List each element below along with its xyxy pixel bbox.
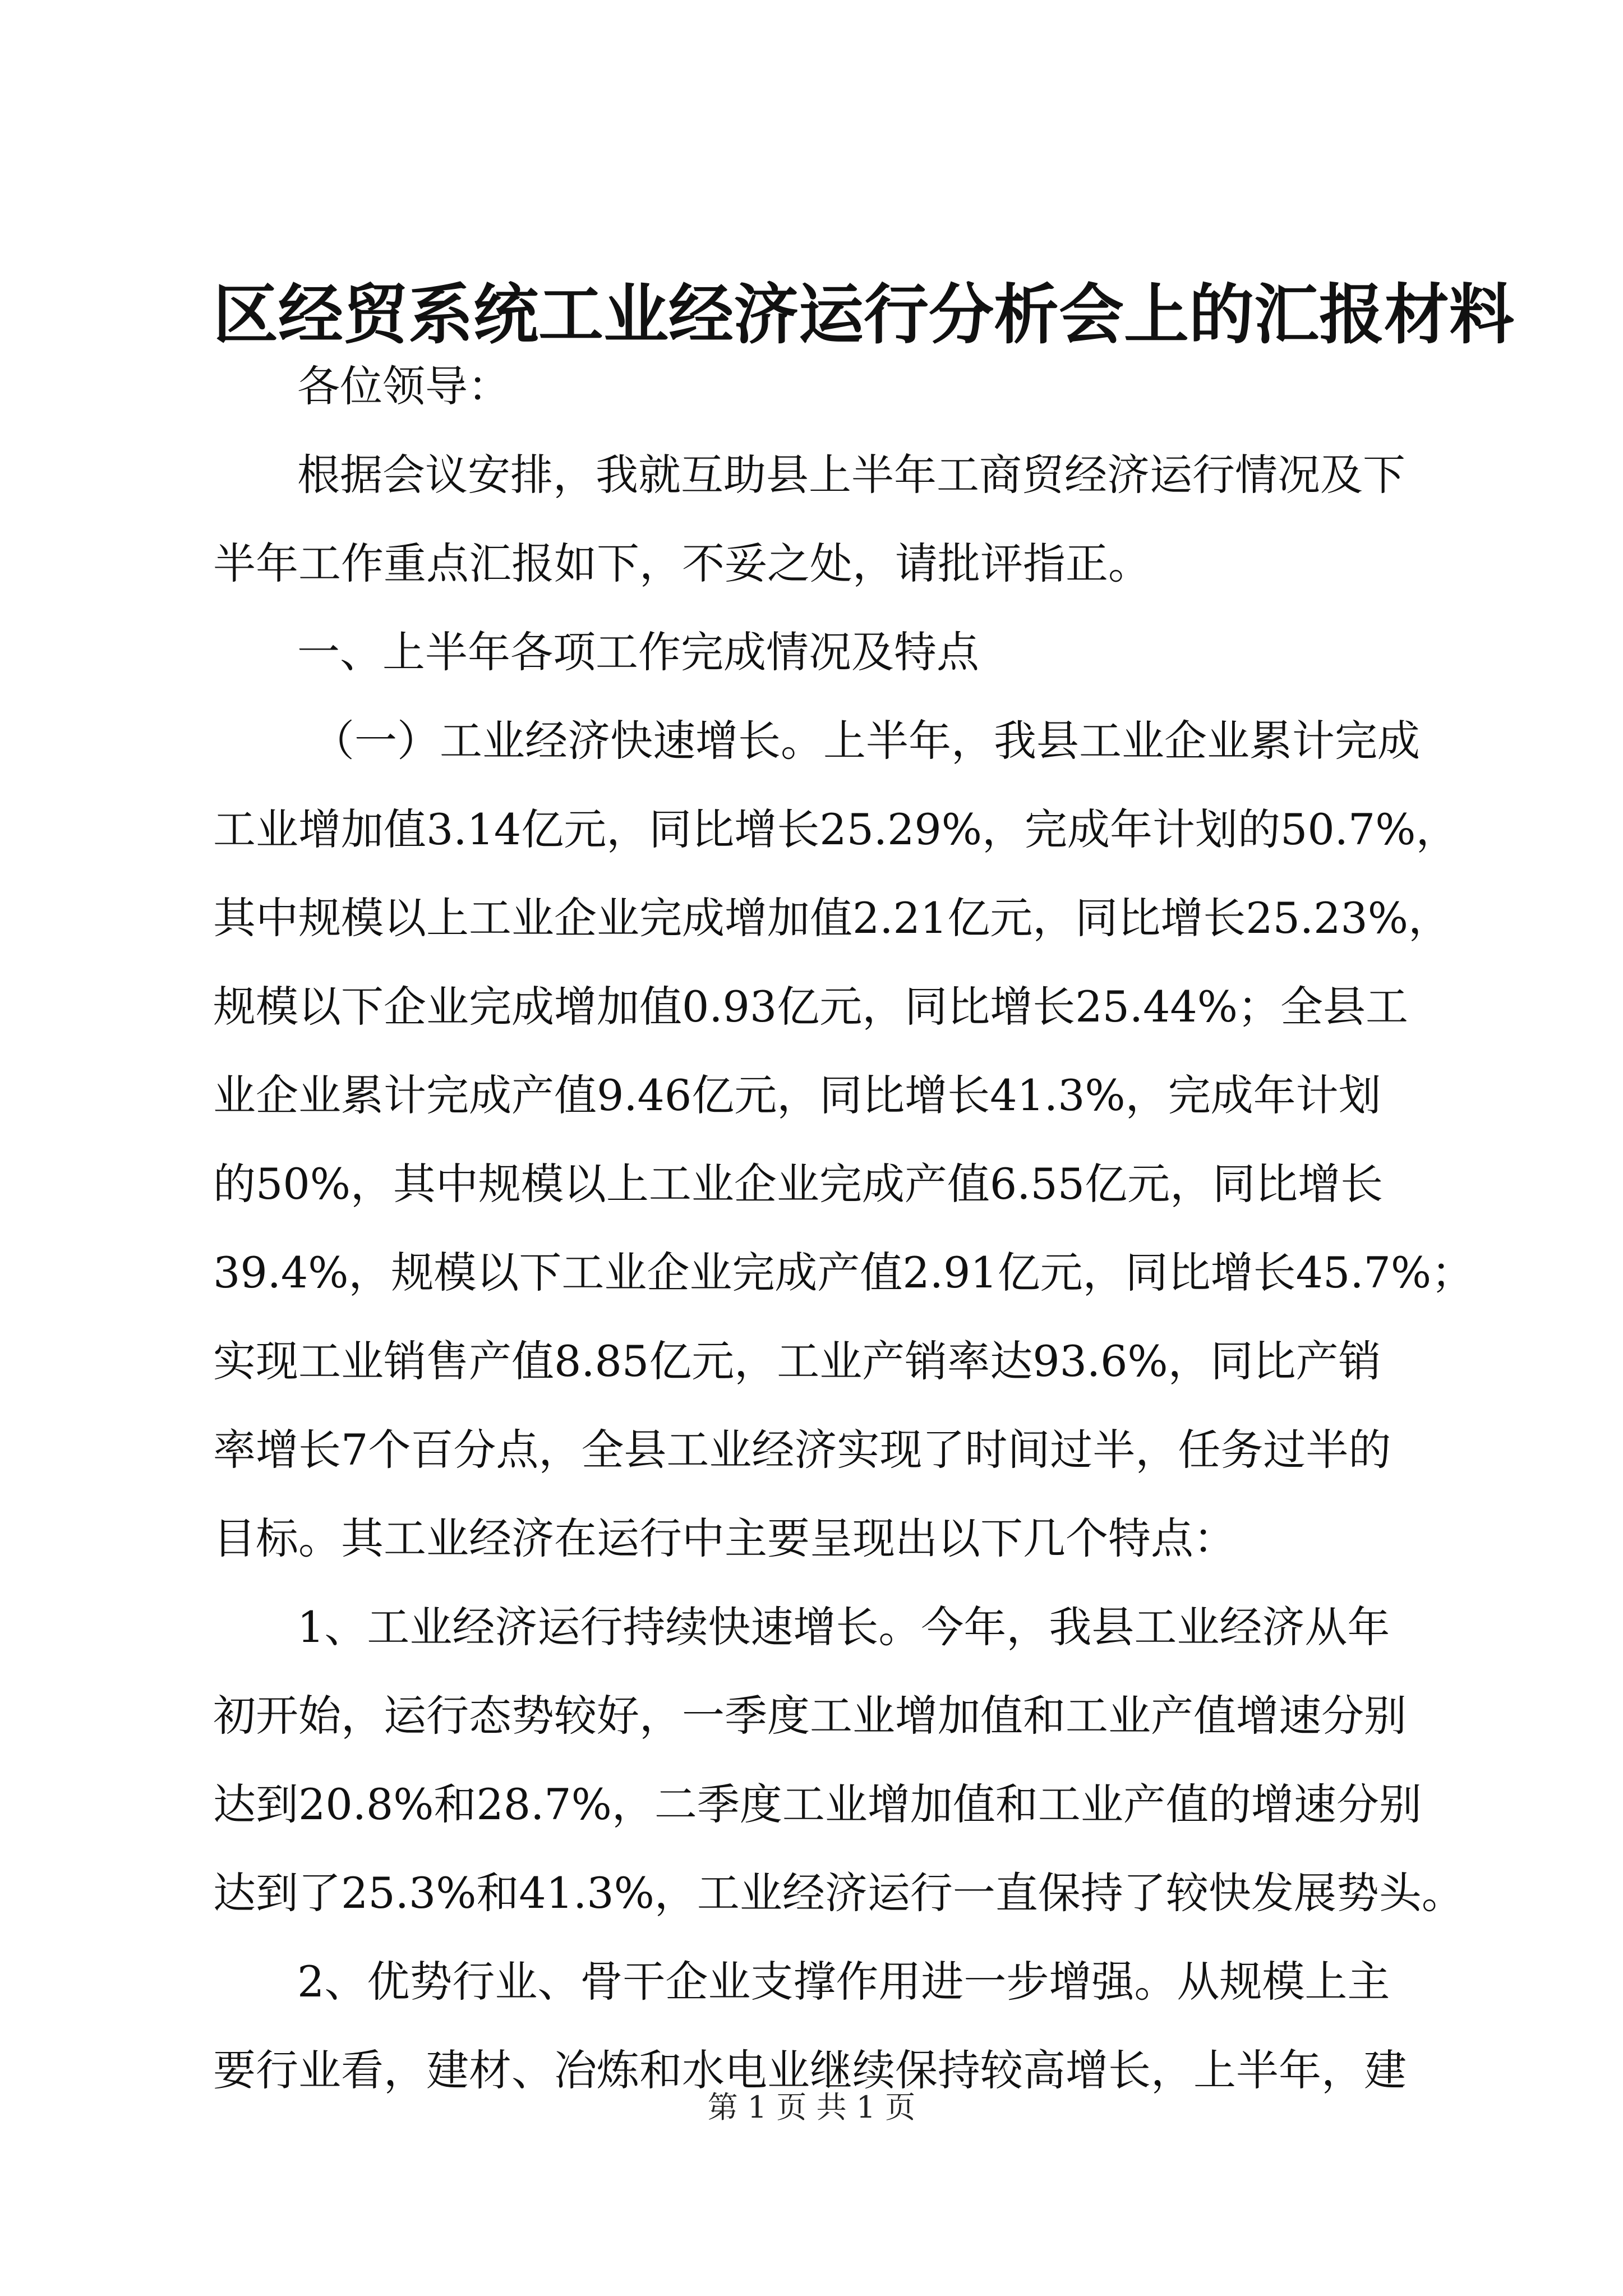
paragraph-line: 达到了25.3%和41.3%，工业经济运行一直保持了较快发展势头。 xyxy=(213,1868,1464,1918)
paragraph-line: 达到20.8%和28.7%，二季度工业增加值和工业产值的增速分别 xyxy=(213,1779,1422,1829)
paragraph-line: （一）工业经济快速增长。上半年，我县工业企业累计完成 xyxy=(312,716,1420,766)
paragraph-line: 要行业看，建材、冶炼和水电业继续保持较高增长，上半年，建 xyxy=(213,2045,1407,2095)
paragraph-line: 的50%，其中规模以上工业企业完成产值6.55亿元，同比增长 xyxy=(213,1159,1384,1209)
paragraph-line: 规模以下企业完成增加值0.93亿元，同比增长25.44%；全县工 xyxy=(213,982,1409,1032)
document-title: 区经贸系统工业经济运行分析会上的汇报材料 xyxy=(213,277,1514,353)
paragraph-line: 实现工业销售产值8.85亿元，工业产销率达93.6%，同比产销 xyxy=(213,1336,1381,1386)
document-body xyxy=(213,342,1474,2115)
paragraph-line: 工业增加值3.14亿元，同比增长25.29%，完成年计划的50.7%， xyxy=(213,804,1459,854)
salutation: 各位领导： xyxy=(297,361,510,411)
page-footer: 第 1 页 共 1 页 xyxy=(707,2090,916,2125)
paragraph-line: 1、工业经济运行持续快速增长。今年，我县工业经济从年 xyxy=(297,1602,1390,1652)
paragraph-line: 业企业累计完成产值9.46亿元，同比增长41.3%，完成年计划 xyxy=(213,1070,1381,1120)
paragraph-line: 半年工作重点汇报如下，不妥之处，请批评指正。 xyxy=(213,539,1151,588)
paragraph-line: 根据会议安排，我就互助县上半年工商贸经济运行情况及下 xyxy=(297,450,1405,500)
paragraph-line: 目标。其工业经济在运行中主要呈现出以下几个特点： xyxy=(213,1513,1236,1563)
paragraph-line: 39.4%，规模以下工业企业完成产值2.91亿元，同比增长45.7%； xyxy=(213,1248,1474,1297)
paragraph-line: 率增长7个百分点，全县工业经济实现了时间过半，任务过半的 xyxy=(213,1425,1391,1475)
paragraph-line: 其中规模以上工业企业完成增加值2.21亿元，同比增长25.23%， xyxy=(213,893,1451,943)
section-heading: 一、上半年各项工作完成情况及特点 xyxy=(297,627,979,677)
paragraph-line: 2、优势行业、骨干企业支撑作用进一步增强。从规模上主 xyxy=(297,1957,1390,2007)
paragraph-line: 初开始，运行态势较好，一季度工业增加值和工业产值增速分别 xyxy=(213,1691,1407,1741)
